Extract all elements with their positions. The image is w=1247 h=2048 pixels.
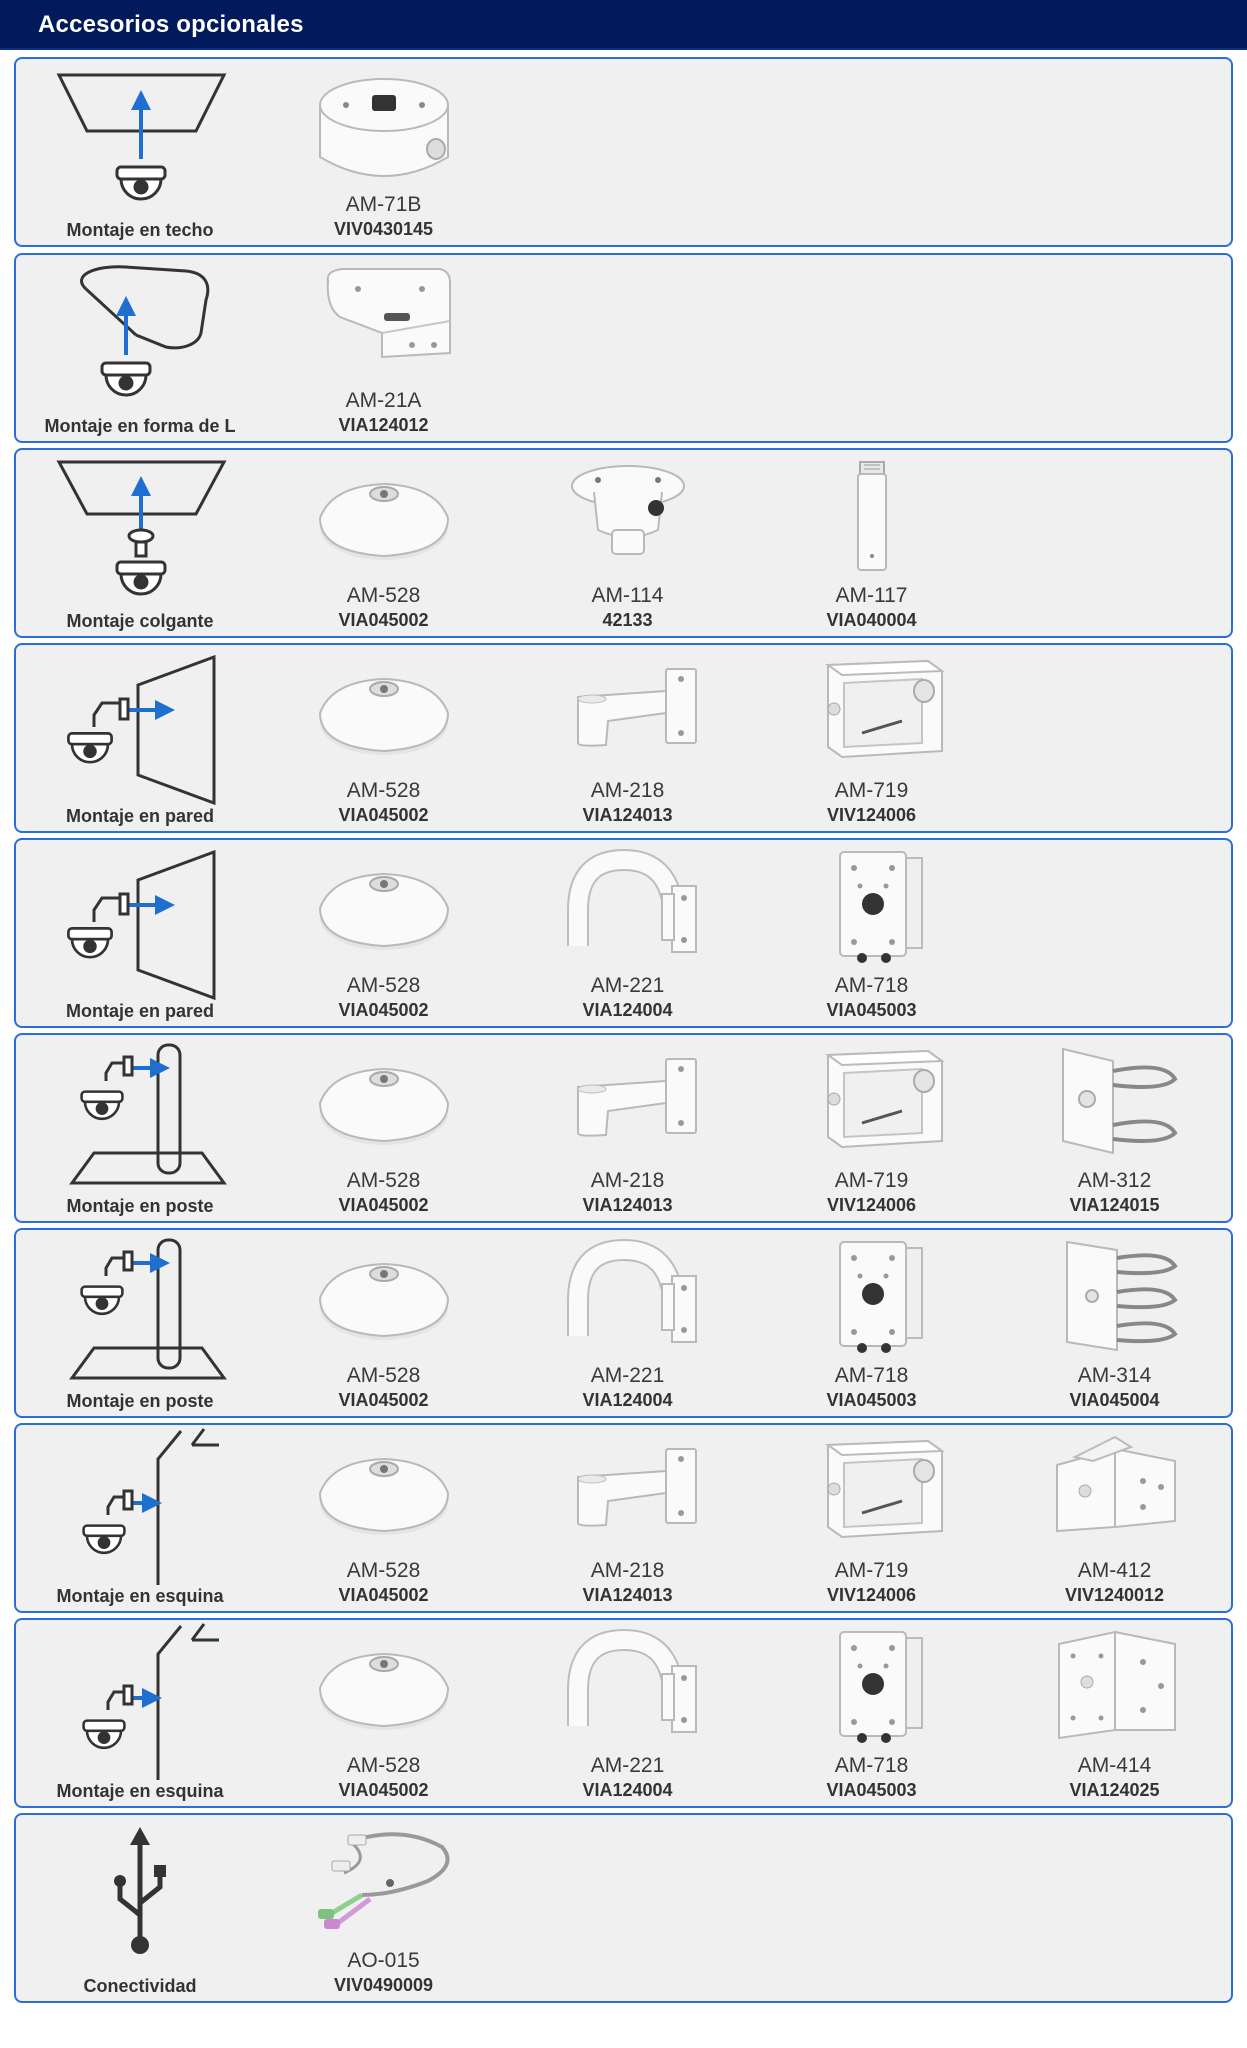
accessory-row — [14, 643, 1233, 833]
product-item — [262, 645, 505, 831]
product-code: VIV0490009 — [333, 1975, 434, 1995]
product-item — [750, 645, 993, 831]
product-item — [262, 1035, 505, 1221]
product-code: VIA124025 — [1069, 1780, 1160, 1800]
product-code: VIA045003 — [826, 1390, 917, 1410]
product-code: VIV0430145 — [333, 219, 434, 239]
product-code: VIA040004 — [826, 610, 917, 630]
product-item — [262, 1230, 505, 1416]
product-model: AM-221 — [590, 974, 665, 997]
product-item — [262, 59, 505, 245]
product-model: AM-719 — [834, 1169, 909, 1192]
product-item — [750, 1035, 993, 1221]
product-item — [993, 1620, 1236, 1806]
product-model: AM-71B — [345, 193, 422, 216]
product-code: VIA124015 — [1069, 1195, 1160, 1215]
product-model: AM-528 — [346, 779, 421, 802]
accessory-row — [14, 448, 1233, 638]
product-item — [262, 1620, 505, 1806]
product-model: AM-117 — [835, 584, 908, 607]
mount-type — [16, 1230, 264, 1416]
product-code: VIV1240012 — [1064, 1585, 1165, 1605]
product-code: VIA124013 — [582, 1585, 673, 1605]
mount-label: Montaje en forma de L — [44, 416, 236, 436]
product-item — [993, 1425, 1236, 1611]
mount-label: Montaje en pared — [65, 1001, 215, 1021]
mount-label: Montaje en esquina — [56, 1586, 224, 1606]
product-code: VIA124013 — [582, 1195, 673, 1215]
product-code: VIA045002 — [338, 805, 429, 825]
product-item — [506, 450, 749, 636]
product-model: AM-21A — [345, 389, 422, 412]
page-title: Accesorios opcionales — [38, 11, 304, 38]
product-model: AM-528 — [346, 1169, 421, 1192]
product-code: VIA124004 — [582, 1780, 673, 1800]
product-code: VIV124006 — [826, 1585, 917, 1605]
mount-label: Montaje en techo — [66, 220, 214, 240]
product-model: AM-528 — [346, 1754, 421, 1777]
mount-type — [16, 450, 264, 636]
mount-type — [16, 59, 264, 245]
product-item — [750, 1425, 993, 1611]
accessory-row — [14, 838, 1233, 1028]
product-model: AM-528 — [346, 1364, 421, 1387]
product-item — [750, 450, 993, 636]
accessory-row — [14, 1423, 1233, 1613]
product-code: 42133 — [602, 610, 653, 630]
product-item — [262, 840, 505, 1026]
mount-label: Montaje en esquina — [56, 1781, 224, 1801]
mount-type — [16, 1620, 264, 1806]
mount-label: Montaje colgante — [66, 611, 214, 631]
product-model: AM-719 — [834, 779, 909, 802]
mount-label: Montaje en poste — [66, 1196, 214, 1216]
mount-label: Conectividad — [83, 1976, 197, 1996]
product-item — [262, 255, 505, 441]
mount-type — [16, 255, 264, 441]
product-model: AO-015 — [347, 1949, 420, 1972]
product-model: AM-414 — [1077, 1754, 1152, 1777]
product-item — [750, 1620, 993, 1806]
product-code: VIV124006 — [826, 1195, 917, 1215]
product-item — [506, 645, 749, 831]
product-model: AM-218 — [590, 1559, 665, 1582]
product-model: AM-312 — [1077, 1169, 1152, 1192]
product-code: VIA124004 — [582, 1000, 673, 1020]
product-model: AM-412 — [1077, 1559, 1152, 1582]
product-code: VIA124013 — [582, 805, 673, 825]
mount-label: Montaje en poste — [66, 1391, 214, 1411]
product-model: AM-718 — [834, 974, 909, 997]
product-item — [506, 1620, 749, 1806]
product-item — [262, 1815, 505, 2001]
product-model: AM-719 — [834, 1559, 909, 1582]
product-code: VIA045003 — [826, 1000, 917, 1020]
product-code: VIV124006 — [826, 805, 917, 825]
product-model: AM-314 — [1077, 1364, 1152, 1387]
product-model: AM-221 — [590, 1364, 665, 1387]
product-code: VIA124012 — [338, 415, 429, 435]
product-item — [262, 1425, 505, 1611]
product-code: VIA045003 — [826, 1780, 917, 1800]
product-code: VIA045002 — [338, 1390, 429, 1410]
product-item — [993, 1230, 1236, 1416]
product-code: VIA124004 — [582, 1390, 673, 1410]
mount-type — [16, 1425, 264, 1611]
product-item — [506, 840, 749, 1026]
product-model: AM-221 — [590, 1754, 665, 1777]
mount-type — [16, 1035, 264, 1221]
mount-type — [16, 840, 264, 1026]
product-code: VIA045002 — [338, 610, 429, 630]
product-model: AM-218 — [590, 779, 665, 802]
product-item — [506, 1425, 749, 1611]
accessory-row — [14, 1813, 1233, 2003]
product-code: VIA045002 — [338, 1195, 429, 1215]
product-item — [750, 1230, 993, 1416]
accessory-row — [14, 1228, 1233, 1418]
product-code: VIA045002 — [338, 1585, 429, 1605]
mount-type — [16, 1815, 264, 2001]
product-item — [750, 840, 993, 1026]
product-model: AM-528 — [346, 1559, 421, 1582]
product-item — [506, 1230, 749, 1416]
product-item — [262, 450, 505, 636]
product-model: AM-718 — [834, 1754, 909, 1777]
product-code: VIA045002 — [338, 1000, 429, 1020]
product-model: AM-528 — [346, 584, 421, 607]
product-model: AM-218 — [590, 1169, 665, 1192]
product-item — [993, 1035, 1236, 1221]
product-model: AM-114 — [591, 584, 664, 607]
accessory-row — [14, 1618, 1233, 1808]
accessory-row — [14, 57, 1233, 247]
product-item — [506, 1035, 749, 1221]
mount-type — [16, 645, 264, 831]
product-code: VIA045002 — [338, 1780, 429, 1800]
mount-label: Montaje en pared — [65, 806, 215, 826]
product-code: VIA045004 — [1069, 1390, 1160, 1410]
accessory-row — [14, 1033, 1233, 1223]
product-model: AM-718 — [834, 1364, 909, 1387]
product-model: AM-528 — [346, 974, 421, 997]
accessory-row — [14, 253, 1233, 443]
